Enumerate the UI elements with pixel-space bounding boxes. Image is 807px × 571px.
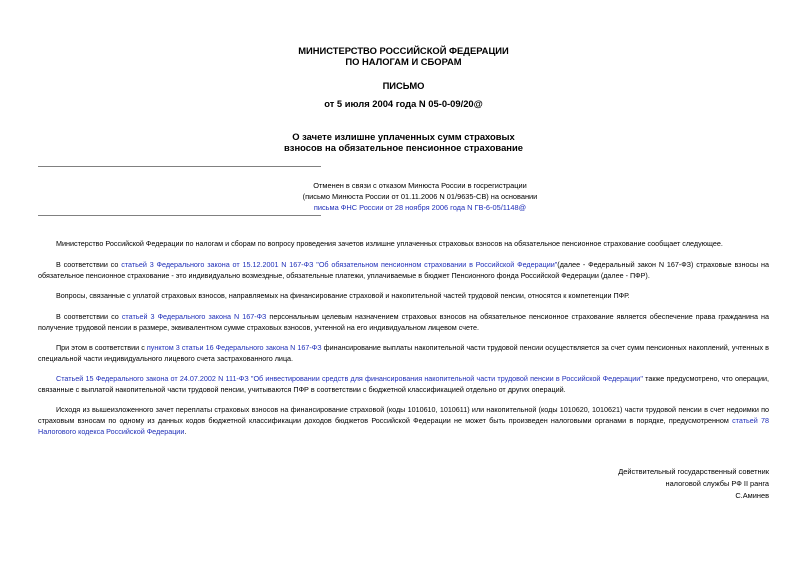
document-date-number: от 5 июля 2004 года N 05-0-09/20@ xyxy=(324,98,483,109)
cancellation-line-2: (письмо Минюста России от 01.11.2006 N 01/9635-СВ) на основании xyxy=(302,192,538,201)
law-111-article-15-link[interactable]: Статьей 15 Федерального закона от 24.07.2002 N 111-ФЗ "Об инвестировании средств для финансирования накопительной части трудовой пенсии в Российской Федерации" xyxy=(56,374,643,383)
signature-name: С.Аминев xyxy=(735,491,769,500)
signature-block xyxy=(509,466,769,502)
document-subject xyxy=(0,131,807,153)
paragraph-4-text-post: персональным целевым назначением страховых взносов на обязательное пенсионное страхование является обеспечение права гражданина на получение трудовой пенсии в размере, эквивалентном сумме страховых взносов, учтенной на его индивидуальном лицевом счете. xyxy=(38,312,769,332)
subject-line-2: взносов на обязательное пенсионное страхование xyxy=(284,142,523,153)
paragraph-3: Вопросы, связанные с уплатой страховых взносов, направляемых на финансирование страховой и накопительной частей трудовой пенсии, относятся к компетенции ПФР. xyxy=(56,291,630,300)
paragraph-6 xyxy=(38,373,769,395)
law-167-article-3-short-link[interactable]: статьей 3 Федерального закона N 167-ФЗ xyxy=(121,312,267,321)
paragraph-2 xyxy=(38,259,769,281)
law-167-article-3-link[interactable]: статьей 3 Федерального закона от 15.12.2001 N 167-ФЗ "Об обязательном пенсионном страховании в Российской Федерации" xyxy=(121,260,558,269)
paragraph-7-text-pre: Исходя из вышеизложенного зачет переплаты страховых взносов на финансирование страховой (коды 1010610, 1010611) или накопительной (коды 1010620, 1010621) части трудовой пенсии в счет недоимки по страховым взносам по одному из данных кодов бюджетной классификации доходов бюджетов Российской Федерации не может быть произведен налоговыми органами в порядке, предусмотренном xyxy=(38,405,769,425)
cancellation-note xyxy=(270,180,570,213)
signature-line-2: налоговой службы РФ II ранга xyxy=(665,479,769,488)
signature-line-1: Действительный государственный советник xyxy=(618,467,769,476)
paragraph-4 xyxy=(38,311,769,333)
law-167-article-16-link[interactable]: пунктом 3 статьи 16 Федерального закона N 167-ФЗ xyxy=(146,343,322,352)
ministry-line-2: ПО НАЛОГАМ И СБОРАМ xyxy=(345,56,462,67)
bottom-divider xyxy=(38,215,321,216)
paragraph-5 xyxy=(38,342,769,364)
paragraph-5-text-pre: При этом в соответствии с xyxy=(56,343,147,352)
paragraph-4-text-pre: В соответствии со xyxy=(56,312,122,321)
top-divider xyxy=(38,166,321,167)
subject-line-1: О зачете излишне уплаченных сумм страховых xyxy=(292,131,515,142)
paragraph-5-text-post: финансирование выплаты накопительной части трудовой пенсии осуществляется за счет сумм пенсионных накоплений, учтенных в специальной части индивидуального лицевого счета застрахованного лица. xyxy=(38,343,769,363)
paragraph-1: Министерство Российской Федерации по налогам и сборам по вопросу проведения зачетов излишне уплаченных страховых взносов на обязательное пенсионное страхование сообщает следующее. xyxy=(56,239,723,248)
ministry-line-1: МИНИСТЕРСТВО РОССИЙСКОЙ ФЕДЕРАЦИИ xyxy=(298,45,509,56)
paragraph-2-text-post: (далее - Федеральный закон N 167-ФЗ) страховые взносы на обязательное пенсионное страхование - это индивидуально возмездные, обязательные платежи, уплачиваемые в бюджет Пенсионного фонда Российской Федерации (далее - ПФР). xyxy=(38,260,769,280)
paragraph-2-text-pre: В соответствии со xyxy=(56,260,122,269)
cancellation-line-1: Отменен в связи с отказом Минюста России в госрегистрации xyxy=(313,181,527,190)
document-type: ПИСЬМО xyxy=(382,80,425,91)
tax-code-article-78-link[interactable]: статьей 78 Налогового кодекса Российской Федерации xyxy=(38,416,769,436)
cancellation-link[interactable]: письма ФНС России от 28 ноября 2006 года N ГВ-6-05/1148@ xyxy=(313,203,527,212)
ministry-title xyxy=(0,45,807,67)
paragraph-7 xyxy=(38,404,769,437)
paragraph-6-text-post: также предусмотрено, что операции, связанные с выплатой накопительной части трудовой пенсии, учитываются ПФР в соответствии с бюджетной классификацией отдельно от других операций. xyxy=(38,374,769,394)
paragraph-7-text-post: . xyxy=(184,427,187,436)
